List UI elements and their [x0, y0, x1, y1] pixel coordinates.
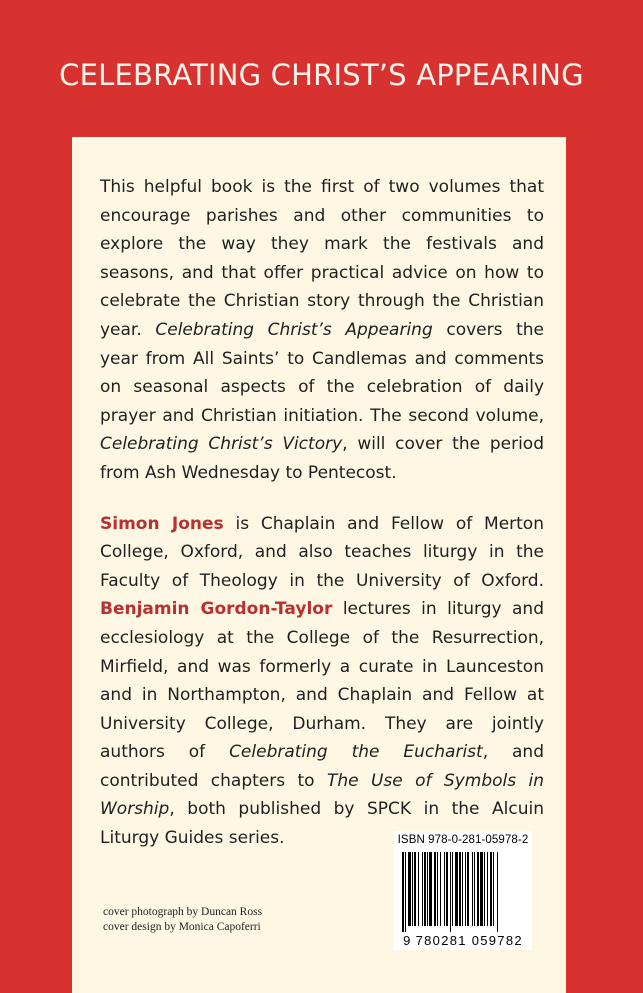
barcode-bar [477, 852, 479, 926]
barcode-bar [402, 852, 404, 932]
blurb-text [100, 173, 544, 853]
author-bio: , and contributed chapters to [100, 742, 544, 791]
barcode-bar [472, 852, 473, 926]
barcode-bar [434, 852, 436, 926]
barcode-bar [487, 852, 488, 926]
barcode-bar [474, 852, 475, 926]
barcode-bar [424, 852, 426, 926]
author-bio: , both published by SPCK in the Alcuin Liturgy Guides series. [100, 799, 544, 849]
barcode-bar [493, 852, 494, 926]
barcode-bar [497, 852, 498, 932]
back-cover-panel [72, 137, 566, 993]
barcode-bar [427, 852, 428, 926]
barcode-bar [429, 852, 432, 926]
barcode-bars [402, 852, 524, 932]
barcode-lead-digit: 9 [403, 933, 412, 948]
barcode-bar [437, 852, 438, 926]
barcode-bar [490, 852, 492, 926]
isbn-barcode [394, 831, 532, 950]
barcode-bar [440, 852, 441, 926]
author-bio: is Chaplain and Fellow of Merton College, Oxford, and also teaches liturgy in the Faculty of Theology in the University of Oxford. [100, 513, 544, 591]
barcode-bar [446, 852, 448, 926]
description-text: , will cover the period from Ash Wednesday to Pentecost. [100, 434, 544, 483]
author-name: Simon Jones [100, 513, 224, 534]
book-ref: The Use of Symbols in Worship [100, 770, 544, 820]
design-credit: cover design by Monica Capoferri [103, 921, 261, 933]
book-title-ref: Celebrating Christ’s Appearing [155, 319, 433, 340]
barcode-bar [467, 852, 469, 926]
barcode-bar [414, 852, 416, 926]
isbn-label: ISBN 978-0-281-05978-2 [397, 834, 529, 846]
book-ref: Celebrating the Eucharist [229, 742, 483, 763]
barcode-bar [480, 852, 483, 926]
description-text: This helpful book is the first of two volumes that encourage parishes and other communities to explore the way they mark the festivals and seasons, and that offer practical advice on how to celebrate the Christian story through the Christian year. [100, 177, 544, 340]
barcode-bar [450, 852, 451, 932]
author-name: Benjamin Gordon-Taylor [100, 599, 333, 620]
photo-credit: cover photograph by Duncan Ross [103, 906, 263, 918]
barcode-bar [412, 852, 413, 926]
second-volume-title: Celebrating Christ’s Victory [100, 434, 343, 455]
barcode-bar [465, 852, 466, 926]
barcode-bar [405, 852, 406, 932]
author-paragraph [100, 510, 544, 853]
barcode-bar [408, 852, 411, 926]
barcode-bar [444, 852, 445, 926]
barcode-digits [394, 933, 532, 948]
cover-credits [103, 905, 262, 935]
barcode-bar [455, 852, 458, 926]
barcode-number: 780281 059782 [415, 933, 523, 948]
author-bio: lectures in liturgy and ecclesiology at the College of the Resurrection, Mirfield, and was formerly a curate in Launceston and in Northampton, and Chaplain and Fellow at University College, Durham. They are jointly authors of [100, 599, 544, 763]
description-text: covers the year from All Saints’ to Candlemas and comments on seasonal aspects of the celebration of daily prayer and Christian initiation. The second volume, [100, 319, 544, 426]
description-paragraph [100, 173, 544, 488]
barcode-bar [462, 852, 463, 926]
book-title: CELEBRATING CHRIST’S APPEARING [59, 58, 584, 92]
barcode-bar [422, 852, 423, 926]
barcode-bar [418, 852, 419, 926]
barcode-bar [452, 852, 453, 926]
barcode-bar [459, 852, 461, 926]
barcode-bar [484, 852, 485, 926]
